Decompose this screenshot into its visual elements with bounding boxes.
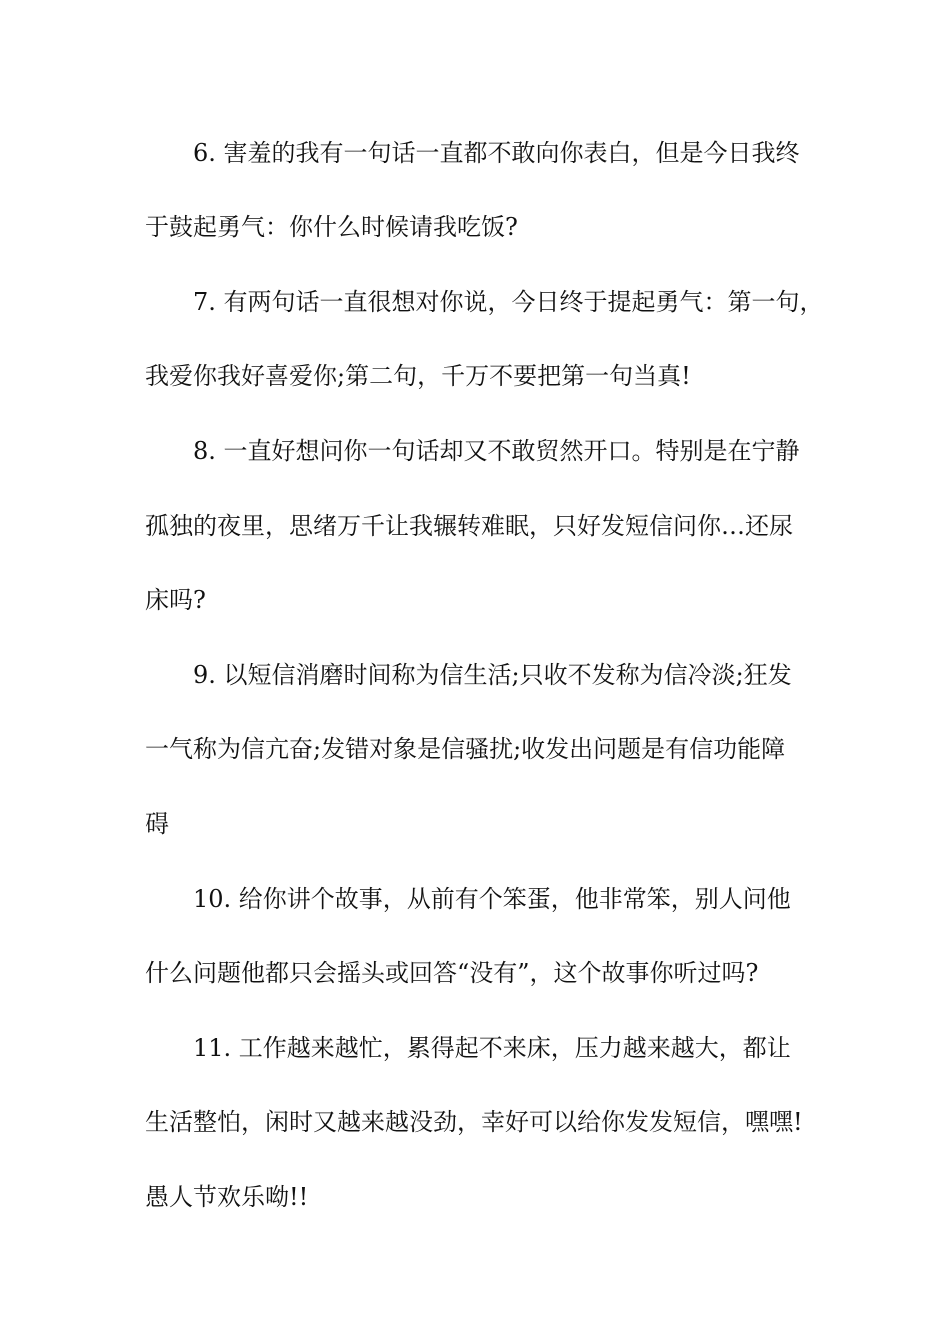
paragraph-8-line-1: 8. 一直好想问你一句话却又不敢贸然开口。特别是在宁静 <box>193 437 800 465</box>
paragraph-10-line-2: 什么问题他都只会摇头或回答“没有”，这个故事你听过吗? <box>145 959 759 987</box>
paragraph-11-line-1: 11. 工作越来越忙，累得起不来床，压力越来越大，都让 <box>193 1034 791 1062</box>
paragraph-10-line-1: 10. 给你讲个故事，从前有个笨蛋，他非常笨，别人问他 <box>193 885 791 913</box>
paragraph-7-line-1: 7. 有两句话一直很想对你说，今日终于提起勇气：第一句， <box>193 288 824 316</box>
paragraph-11-line-2: 生活整怕，闲时又越来越没劲，幸好可以给你发发短信，嘿嘿! <box>145 1108 803 1136</box>
paragraph-11-line-3: 愚人节欢乐呦!! <box>145 1183 309 1211</box>
paragraph-9-line-1: 9. 以短信消磨时间称为信生活;只收不发称为信冷淡;狂发 <box>193 661 792 689</box>
paragraph-6-line-1: 6. 害羞的我有一句话一直都不敢向你表白，但是今日我终 <box>193 139 800 167</box>
paragraph-9-line-2: 一气称为信亢奋;发错对象是信骚扰;收发出问题是有信功能障 <box>145 735 786 763</box>
paragraph-8-line-2: 孤独的夜里，思绪万千让我辗转难眠，只好发短信问你…还尿 <box>145 512 793 540</box>
paragraph-9-line-3: 碍 <box>145 810 169 838</box>
paragraph-6-line-2: 于鼓起勇气：你什么时候请我吃饭? <box>145 213 518 241</box>
paragraph-8-line-3: 床吗? <box>145 586 206 614</box>
paragraph-7-line-2: 我爱你我好喜爱你;第二句，千万不要把第一句当真! <box>145 362 691 390</box>
